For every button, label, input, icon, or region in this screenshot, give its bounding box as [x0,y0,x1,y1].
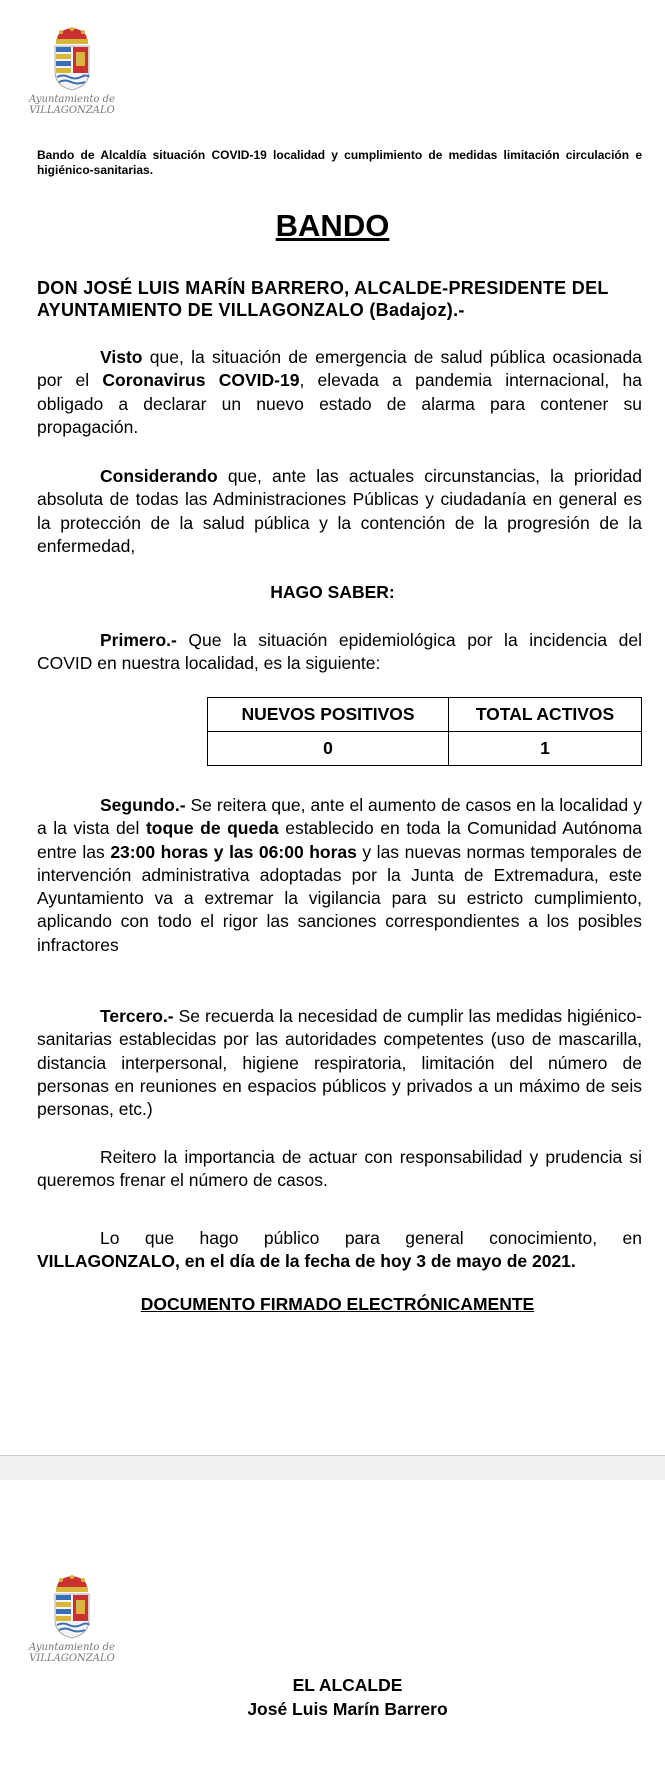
covid-cases-table [207,697,642,766]
paragraph-visto: Visto que, la situación de emergencia de salud pública ocasionada por el Coronavirus COVID-19, elevada a pandemia internacional, ha obligado a declarar un nuevo estado de alarma para contener su propagación. [37,347,642,437]
document-title: BANDO [275,208,390,243]
logo-caption-line1: Ayuntamiento de [29,1642,115,1653]
paragraph-tercero: Tercero.- Se recuerda la necesidad de cumplir las medidas higiénico-sanitarias establecidas por las autoridades competentes (uso de mascarilla, distancia interpersonal, higiene respiratoria, limitación del número de personas en reuniones en espacios públicos y privados a un máximo de seis personas, etc.) [37,1006,642,1120]
value-nuevos-positivos: 0 [208,732,449,766]
paragraph-reitero: Reitero la importancia de actuar con responsabilidad y prudencia si queremos frenar el número de casos. [37,1147,642,1191]
header-nuevos-positivos: NUEVOS POSITIVOS [208,698,449,732]
table-header-row [208,698,642,732]
mayor-heading: DON JOSÉ LUIS MARÍN BARRERO, ALCALDE-PRESIDENTE DEL AYUNTAMIENTO DE VILLAGONZALO (Badajoz).- [37,278,609,320]
logo-caption-line2: VILLAGONZALO [29,105,115,116]
signature-role: EL ALCALDE [292,1675,403,1695]
document-page-2 [0,1480,665,1779]
municipal-logo [22,24,122,116]
logo-caption-line2: VILLAGONZALO [29,1653,115,1664]
paragraph-final: Lo que hago público para general conocimiento, en VILLAGONZALO, en el día de la fecha de hoy 3 de mayo de 2021. [37,1228,642,1272]
signature-name: José Luis Marín Barrero [247,1699,448,1719]
coat-of-arms-icon [49,24,95,94]
logo-caption-line1: Ayuntamiento de [29,94,115,105]
page-separator [0,1455,665,1481]
header-total-activos: TOTAL ACTIVOS [449,698,642,732]
hago-saber-heading: HAGO SABER: [270,582,395,602]
document-subject: Bando de Alcaldía situación COVID-19 localidad y cumplimiento de medidas limitación circulación e higiénico-sanitarias. [37,148,642,177]
table-row [208,732,642,766]
municipal-logo-footer [22,1572,122,1664]
value-total-activos: 1 [449,732,642,766]
coat-of-arms-icon [49,1572,95,1642]
paragraph-segundo: Segundo.- Se reitera que, ante el aumento de casos en la localidad y a la vista del toque de queda establecido en toda la Comunidad Autónoma entre las 23:00 horas y las 06:00 horas y las nuevas normas temporales de intervención administrativa adoptadas por la Junta de Extremadura, este Ayuntamiento va a extremar la vigilancia para su estricto cumplimiento, aplicando con todo el rigor las sanciones correspondientes a los posibles infractores [37,795,643,955]
paragraph-primero: Primero.- Que la situación epidemiológica por la incidencia del COVID en nuestra localidad, es la siguiente: [37,630,642,674]
paragraph-considerando: Considerando que, ante las actuales circunstancias, la prioridad absoluta de todas las Administraciones Públicas y ciudadanía en general es la protección de la salud pública y la contención de la progresión de la enfermedad, [37,466,642,556]
electronic-signature-note: DOCUMENTO FIRMADO ELECTRÓNICAMENTE [140,1294,535,1314]
